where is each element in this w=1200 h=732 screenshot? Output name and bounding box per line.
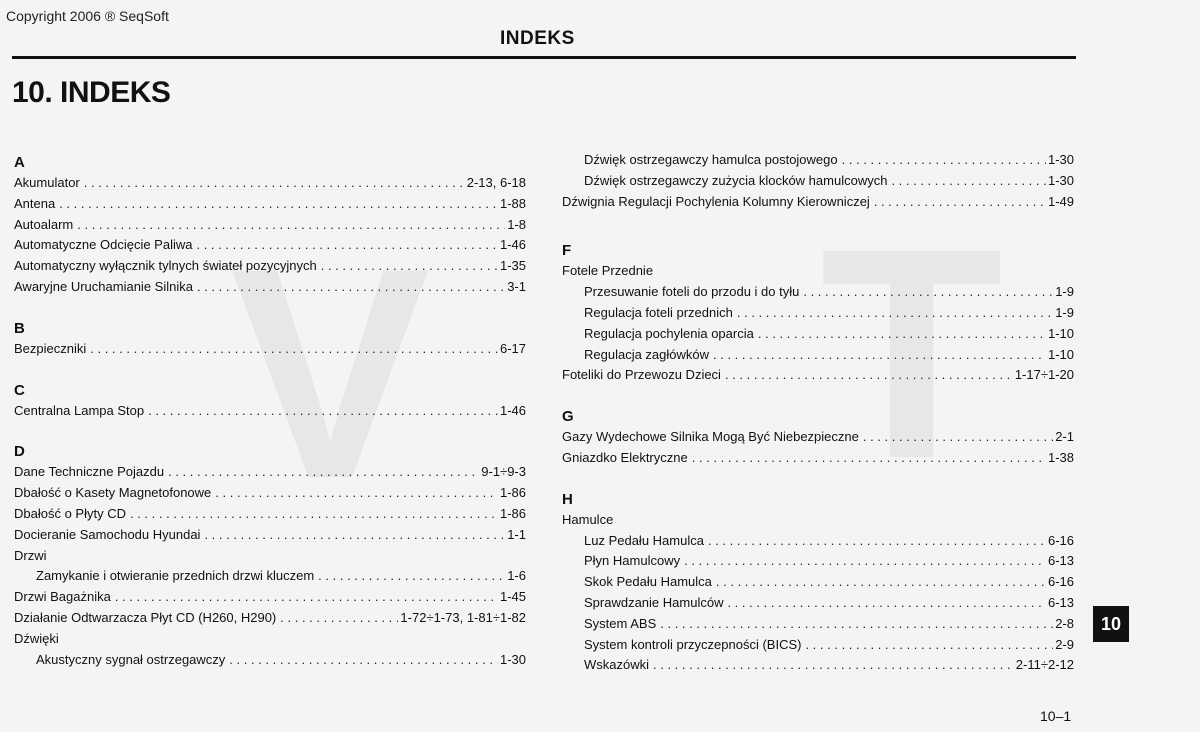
dot-leader (321, 256, 498, 277)
entry-label: Luz Pedału Hamulca (584, 532, 704, 548)
dot-leader (84, 173, 465, 194)
entry-page: 1-86 (499, 505, 526, 521)
dot-leader (891, 171, 1046, 192)
entry-label: Przesuwanie foteli do przodu i do tyłu (584, 284, 800, 300)
index-entry[interactable] (562, 192, 1074, 213)
entry-page: 1-38 (1047, 449, 1074, 465)
background-watermark: V (230, 205, 431, 541)
entry-page: 1-45 (499, 589, 526, 605)
entry-label: Autoalarm (14, 216, 74, 232)
entry-label: Automatyczne Odcięcie Paliwa (14, 237, 193, 253)
section-letter: F (562, 242, 572, 260)
dot-leader (229, 650, 498, 671)
entry-label: Gazy Wydechowe Silnika Mogą Być Niebezpieczne (562, 429, 859, 445)
entry-label: Zamykanie i otwieranie przednich drzwi kluczem (36, 568, 315, 584)
entry-label: Wskazówki (584, 657, 650, 673)
index-subentry[interactable] (562, 171, 1074, 192)
index-entry[interactable] (14, 504, 526, 525)
entry-page: 6-13 (1047, 553, 1074, 569)
dot-leader (758, 324, 1046, 345)
dot-leader (115, 587, 498, 608)
entry-label: Dbałość o Kasety Magnetofonowe (14, 485, 212, 501)
entry-label: Gniazdko Elektryczne (562, 449, 688, 465)
index-subentry[interactable] (562, 593, 1074, 614)
section-letter: G (562, 408, 574, 426)
dot-leader (863, 427, 1053, 448)
index-entry-heading[interactable] (562, 510, 1074, 531)
entry-label: Dźwięk ostrzegawczy zużycia klocków hamulcowych (584, 172, 888, 188)
index-subentry[interactable] (14, 650, 526, 671)
entry-page: 1-10 (1047, 346, 1074, 362)
entry-page: 9-1÷9-3 (481, 464, 526, 480)
index-entry[interactable] (14, 401, 526, 422)
dot-leader (148, 401, 498, 422)
entry-label: Działanie Odtwarzacza Płyt CD (H260, H290) (14, 609, 277, 625)
entry-label: Regulacja pochylenia oparcia (584, 325, 754, 341)
entry-page: 1-86 (499, 485, 526, 501)
index-entry[interactable] (14, 235, 526, 256)
dot-leader (725, 365, 1013, 386)
entry-page: 1-9 (1055, 304, 1074, 320)
entry-label: Dźwięki (14, 630, 59, 646)
index-entry[interactable] (562, 427, 1074, 448)
dot-leader (727, 593, 1046, 614)
running-header: INDEKS (500, 28, 575, 49)
dot-leader (874, 192, 1046, 213)
entry-page: 1-17÷1-20 (1014, 367, 1074, 383)
index-subentry[interactable] (562, 303, 1074, 324)
entry-label: Akumulator (14, 175, 80, 190)
chapter-tab-badge: 10 (1093, 606, 1129, 642)
background-watermark: T (820, 185, 1004, 521)
section-gap (562, 212, 1074, 234)
index-subentry[interactable] (562, 614, 1074, 635)
dot-leader (197, 277, 505, 298)
entry-label: Automatyczny wyłącznik tylnych świateł pozycyjnych (14, 258, 317, 274)
section-gap (14, 360, 526, 374)
entry-label: Regulacja zagłówków (584, 346, 710, 362)
entry-page: 1-30 (499, 651, 526, 667)
dot-leader (59, 194, 498, 215)
index-subentry[interactable] (562, 324, 1074, 345)
index-subentry[interactable] (562, 572, 1074, 593)
entry-page: 6-13 (1047, 594, 1074, 610)
section-letter: C (14, 381, 25, 399)
index-subentry[interactable] (14, 566, 526, 587)
entry-label: Antena (14, 195, 56, 211)
section-letter: D (14, 443, 25, 461)
index-entry[interactable] (562, 365, 1074, 386)
section-gap (562, 469, 1074, 483)
index-entry[interactable] (14, 462, 526, 483)
entry-label: Płyn Hamulcowy (584, 553, 681, 569)
dot-leader (204, 525, 505, 546)
dot-leader (77, 215, 505, 236)
dot-leader (713, 345, 1046, 366)
index-entry-heading[interactable] (14, 546, 526, 567)
index-entry[interactable] (14, 256, 526, 277)
dot-leader (653, 655, 1014, 676)
page-title: 10. INDEKS (12, 76, 171, 109)
header-rule (12, 56, 1076, 59)
dot-leader (90, 339, 498, 360)
entry-page: 6-16 (1047, 574, 1074, 590)
entry-label: System kontroli przyczepności (BICS) (584, 636, 802, 652)
entry-label: Dane Techniczne Pojazdu (14, 464, 165, 480)
entry-label: Dbałość o Płyty CD (14, 505, 126, 521)
entry-label: Drzwi Bagażnika (14, 589, 111, 605)
index-subentry[interactable] (562, 282, 1074, 303)
dot-leader (168, 462, 479, 483)
entry-page: 6-17 (499, 340, 526, 356)
dot-leader (215, 483, 498, 504)
entry-label: Akustyczny sygnał ostrzegawczy (36, 651, 226, 667)
entry-page: 1-88 (499, 195, 526, 211)
entry-page: 1-6 (507, 568, 526, 584)
dot-leader (842, 150, 1046, 171)
entry-label: Dźwignia Regulacji Pochylenia Kolumny Kierowniczej (562, 193, 870, 209)
dot-leader (805, 635, 1053, 656)
entry-page: 2-9 (1055, 636, 1074, 652)
entry-page: 2-13, 6-18 (466, 175, 526, 190)
entry-label: Skok Pedału Hamulca (584, 574, 712, 590)
entry-page: 6-16 (1047, 532, 1074, 548)
entry-page: 3-1 (507, 278, 526, 294)
entry-label: Sprawdzanie Hamulców (584, 594, 724, 610)
index-entry[interactable] (14, 173, 526, 194)
index-entry[interactable] (14, 483, 526, 504)
index-column-left (14, 152, 526, 670)
entry-label: Awaryjne Uruchamianie Silnika (14, 278, 193, 294)
index-entry[interactable] (14, 215, 526, 236)
entry-label: Regulacja foteli przednich (584, 304, 733, 320)
entry-page: 1-46 (499, 402, 526, 418)
entry-label: Bezpieczniki (14, 340, 87, 356)
entry-page: 1-30 (1047, 152, 1074, 167)
page-number: 10–1 (1040, 708, 1072, 724)
entry-page: 1-9 (1055, 284, 1074, 300)
index-subentry[interactable] (562, 635, 1074, 656)
index-subentry[interactable] (562, 551, 1074, 572)
index-subentry[interactable] (562, 531, 1074, 552)
index-entry[interactable] (14, 194, 526, 215)
dot-leader (318, 566, 505, 587)
entry-page: 2-11÷2-12 (1015, 657, 1074, 673)
index-subentry[interactable] (562, 345, 1074, 366)
index-entry[interactable] (14, 608, 526, 629)
entry-label: Drzwi (14, 547, 47, 563)
index-column-right (562, 150, 1074, 676)
section-gap (14, 298, 526, 312)
entry-label: Centralna Lampa Stop (14, 402, 145, 418)
dot-leader (716, 572, 1046, 593)
dot-leader (684, 551, 1046, 572)
entry-page: 2-1 (1055, 429, 1074, 445)
entry-page: 1-8 (507, 216, 526, 232)
section-letter: A (14, 154, 25, 171)
index-entry-heading[interactable] (562, 261, 1074, 282)
copyright-notice: Copyright 2006 ® SeqSoft (6, 8, 169, 24)
entry-label: Hamulce (562, 511, 614, 527)
index-subentry[interactable] (562, 150, 1074, 171)
dot-leader (660, 614, 1053, 635)
index-entry-heading[interactable] (14, 629, 526, 650)
dot-leader (692, 448, 1046, 469)
index-subentry[interactable] (562, 655, 1074, 676)
section-gap (562, 386, 1074, 400)
index-entry[interactable] (14, 587, 526, 608)
dot-leader (803, 282, 1053, 303)
entry-label: Fotele Przednie (562, 263, 654, 279)
dot-leader (130, 504, 498, 525)
entry-label: Foteliki do Przewozu Dzieci (562, 367, 721, 383)
index-entry[interactable] (14, 277, 526, 298)
dot-leader (708, 531, 1046, 552)
dot-leader (196, 235, 497, 256)
entry-page: 1-49 (1047, 193, 1074, 209)
entry-page: 1-35 (499, 258, 526, 274)
index-entry[interactable] (562, 448, 1074, 469)
section-letter: B (14, 319, 25, 337)
entry-page: 1-46 (499, 237, 526, 253)
dot-leader (280, 608, 398, 629)
entry-label: System ABS (584, 615, 657, 631)
entry-label: Docieranie Samochodu Hyundai (14, 526, 201, 542)
entry-label: Dźwięk ostrzegawczy hamulca postojowego (584, 152, 838, 167)
entry-page: 1-10 (1047, 325, 1074, 341)
dot-leader (737, 303, 1053, 324)
index-entry[interactable] (14, 339, 526, 360)
entry-page: 1-72÷1-73, 1-81÷1-82 (400, 609, 526, 625)
entry-page: 2-8 (1055, 615, 1074, 631)
section-letter: H (562, 490, 573, 508)
entry-page: 1-1 (507, 526, 526, 542)
section-gap (14, 421, 526, 435)
entry-page: 1-30 (1047, 172, 1074, 188)
index-entry[interactable] (14, 525, 526, 546)
